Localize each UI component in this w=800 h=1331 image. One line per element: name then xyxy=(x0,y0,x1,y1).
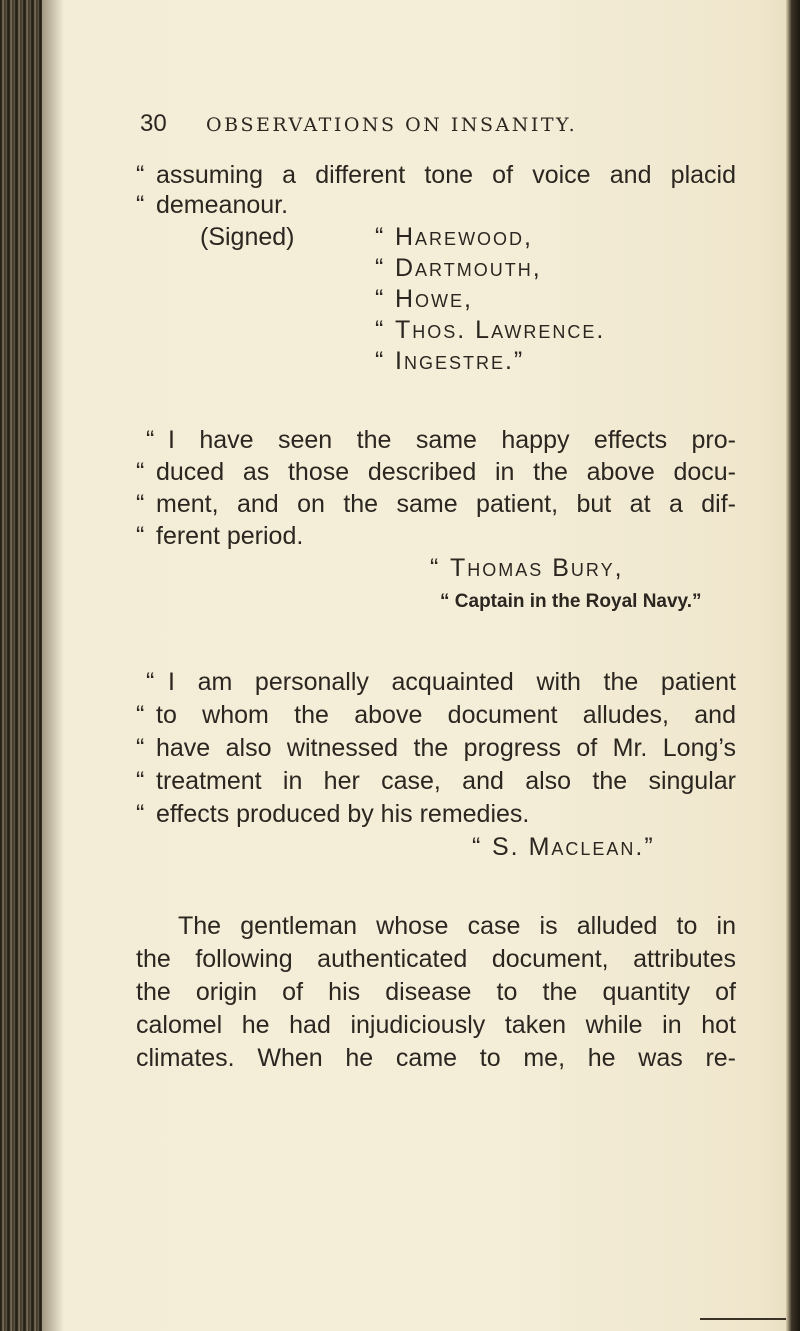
letter2-line-1: “ I have seen the same happy effects pro- xyxy=(146,426,736,454)
letter2-line-2: “ duced as those described in the above docu- xyxy=(136,458,736,486)
paragraph-line-2: the following authenticated document, attributes xyxy=(136,945,736,973)
running-head: OBSERVATIONS ON INSANITY. xyxy=(206,114,578,136)
letter2-line-3: “ ment, and on the same patient, but at a dif- xyxy=(136,490,736,518)
signatory-howe: “ Howe, xyxy=(375,285,473,313)
paragraph-line-5: climates. When he came to me, he was re- xyxy=(136,1044,736,1072)
signatory-bury-title: “ Captain in the Royal Navy.” xyxy=(440,591,702,612)
signatory-bury: “ Thomas Bury, xyxy=(430,554,624,582)
page-header xyxy=(140,110,760,150)
signatory-maclean: “ S. Maclean.” xyxy=(472,833,655,861)
letter3-line-4: “ treatment in her case, and also the singular xyxy=(136,767,736,795)
paragraph-line-3: the origin of his disease to the quantity of xyxy=(136,978,736,1006)
letter3-line-2: “ to whom the above document alludes, and xyxy=(136,701,736,729)
letter3-line-1: “ I am personally acquainted with the patient xyxy=(146,668,736,696)
gutter-shadow xyxy=(42,0,64,1331)
page-number: 30 xyxy=(140,110,167,137)
paragraph-line-4: calomel he had injudiciously taken while in hot xyxy=(136,1011,736,1039)
signatory-ingestre: “ Ingestre.” xyxy=(375,347,525,375)
letter1-line-1: “ assuming a different tone of voice and placid xyxy=(136,161,736,189)
letter1-line-2: “ demeanour. xyxy=(136,191,289,219)
signed-label: (Signed) xyxy=(200,223,295,251)
signatory-harewood: “ Harewood, xyxy=(375,223,534,251)
book-binding-gutter xyxy=(0,0,42,1331)
signatory-lawrence: “ Thos. Lawrence. xyxy=(375,316,606,344)
signatory-dartmouth: “ Dartmouth, xyxy=(375,254,542,282)
paragraph-line-1: The gentleman whose case is alluded to in xyxy=(178,912,736,940)
page-edge xyxy=(786,0,800,1331)
page-edge-bottom xyxy=(700,1318,786,1320)
letter3-line-5: “ effects produced by his remedies. xyxy=(136,800,530,828)
letter2-line-4: “ ferent period. xyxy=(136,522,304,550)
letter3-line-3: “ have also witnessed the progress of Mr. Long’s xyxy=(136,734,736,762)
